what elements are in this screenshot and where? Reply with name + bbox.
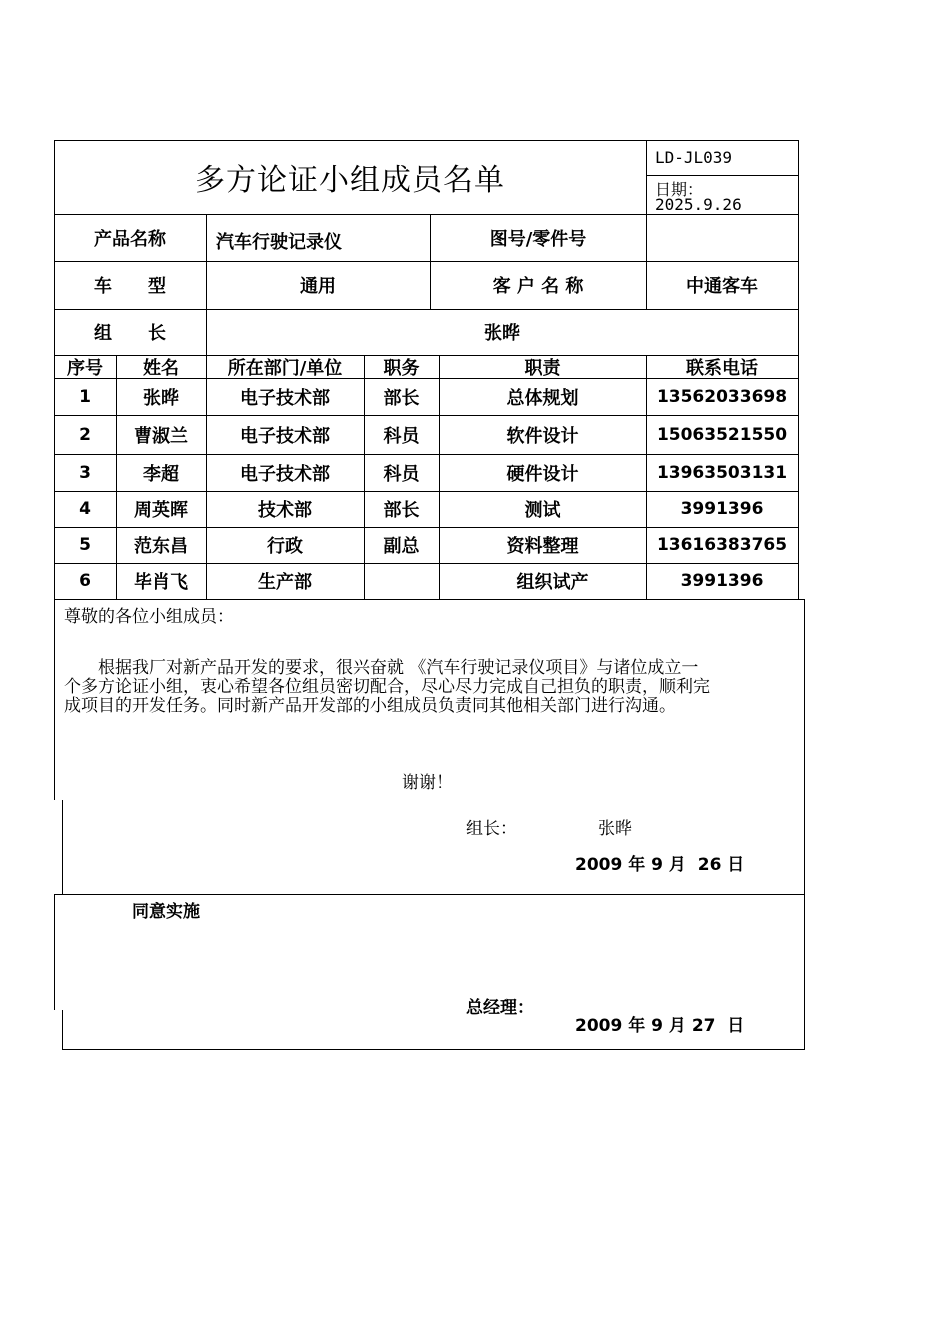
cell-name: 李超 bbox=[143, 463, 179, 485]
cell-duty: 硬件设计 bbox=[506, 463, 579, 485]
approval-left-border bbox=[54, 894, 55, 1010]
cell-phone: 13616383765 bbox=[656, 535, 788, 555]
cell-name: 张晔 bbox=[143, 387, 179, 409]
cell-dept: 电子技术部 bbox=[240, 387, 330, 409]
cell-title: 副总 bbox=[383, 536, 420, 557]
cell-title: 科员 bbox=[383, 463, 420, 485]
date-label: 日期： bbox=[655, 180, 704, 199]
cell-phone: 15063521550 bbox=[656, 424, 788, 445]
letter-line: 个多方论证小组，衷心希望各位组员密切配合，尽心尽力完成自己担负的职责，顺利完 bbox=[64, 677, 710, 697]
cell-no: 5 bbox=[79, 535, 91, 555]
date-value: 2025.9.26 bbox=[655, 195, 742, 214]
cell-dept: 技术部 bbox=[258, 500, 312, 521]
letter-date: 2009 年 9 月 26 日 bbox=[575, 855, 745, 875]
cell-duty: 软件设计 bbox=[506, 425, 579, 447]
cell-no: 3 bbox=[79, 462, 91, 483]
cell-no: 1 bbox=[79, 386, 91, 407]
col-header-no: 序号 bbox=[67, 357, 103, 379]
table-bottom-border bbox=[54, 599, 805, 600]
cell-phone: 13963503131 bbox=[656, 462, 788, 483]
cell-no: 2 bbox=[79, 424, 91, 445]
cell-title bbox=[364, 563, 439, 599]
approval-label: 同意实施 bbox=[132, 902, 200, 922]
col-header-phone: 联系电话 bbox=[686, 357, 758, 379]
approval-left-border-offset bbox=[62, 1010, 63, 1050]
cell-duty: 资料整理 bbox=[506, 536, 579, 557]
drawing-no-label: 图号/零件号 bbox=[489, 228, 587, 250]
vehicle-type-label: 车 型 bbox=[94, 276, 166, 297]
drawing-no-value bbox=[646, 214, 798, 261]
col-header-name: 姓名 bbox=[143, 357, 179, 379]
cell-no: 4 bbox=[79, 499, 91, 519]
product-name-label: 产品名称 bbox=[94, 228, 166, 250]
col-header-dept: 所在部门/单位 bbox=[227, 357, 343, 379]
gm-signature-label: 总经理： bbox=[466, 998, 534, 1018]
letter-right-border bbox=[804, 599, 805, 895]
product-name-value: 汽车行驶记录仪 bbox=[216, 232, 342, 253]
letter-left-border bbox=[54, 599, 55, 800]
cell-phone: 3991396 bbox=[680, 499, 764, 519]
col-header-title: 职务 bbox=[383, 357, 420, 379]
cell-duty: 组织试产 bbox=[516, 572, 589, 593]
cell-name: 范东昌 bbox=[134, 536, 188, 557]
cell-title: 部长 bbox=[383, 387, 420, 409]
page-title: 多方论证小组成员名单 bbox=[195, 163, 505, 198]
cell-no: 6 bbox=[79, 571, 91, 591]
leader-signature-name: 张晔 bbox=[598, 819, 632, 839]
cell-name: 毕肖飞 bbox=[134, 572, 188, 593]
code-date-divider bbox=[646, 175, 799, 176]
leader-signature-label: 组长： bbox=[466, 819, 517, 839]
table-right-border bbox=[798, 140, 799, 599]
letter-line: 根据我厂对新产品开发的要求，很兴奋就 《汽车行驶记录仪项目》与诸位成立一 bbox=[64, 658, 699, 678]
approval-bottom-border bbox=[62, 1049, 805, 1050]
cell-dept: 生产部 bbox=[258, 572, 312, 593]
cell-title: 科员 bbox=[383, 425, 420, 447]
cell-title: 部长 bbox=[383, 500, 420, 521]
col-header-duty: 职责 bbox=[524, 357, 561, 379]
cell-duty: 总体规划 bbox=[506, 387, 579, 409]
approval-date: 2009 年 9 月 27 日 bbox=[575, 1016, 745, 1036]
customer-label: 客 户 名 称 bbox=[492, 276, 584, 297]
letter-line: 成项目的开发任务。同时新产品开发部的小组成员负责同其他相关部门进行沟通。 bbox=[64, 696, 676, 716]
leader-label: 组 长 bbox=[94, 323, 166, 344]
customer-value: 中通客车 bbox=[686, 276, 758, 297]
leader-value: 张晔 bbox=[484, 323, 520, 344]
doc-code: LD-JL039 bbox=[655, 148, 733, 167]
cell-phone: 3991396 bbox=[680, 571, 764, 591]
cell-duty: 测试 bbox=[524, 500, 561, 521]
letter-salutation: 尊敬的各位小组成员： bbox=[64, 607, 234, 627]
letter-thanks: 谢谢！ bbox=[402, 773, 453, 793]
cell-dept: 行政 bbox=[267, 536, 303, 557]
letter-left-border-offset bbox=[62, 800, 63, 895]
cell-dept: 电子技术部 bbox=[240, 463, 330, 485]
cell-dept: 电子技术部 bbox=[240, 425, 330, 447]
vehicle-type-value: 通用 bbox=[300, 276, 336, 297]
approval-right-border bbox=[804, 894, 805, 1050]
cell-phone: 13562033698 bbox=[656, 386, 788, 407]
letter-bottom-border bbox=[54, 894, 805, 895]
cell-name: 周英晖 bbox=[134, 500, 188, 521]
cell-name: 曹淑兰 bbox=[134, 425, 188, 447]
